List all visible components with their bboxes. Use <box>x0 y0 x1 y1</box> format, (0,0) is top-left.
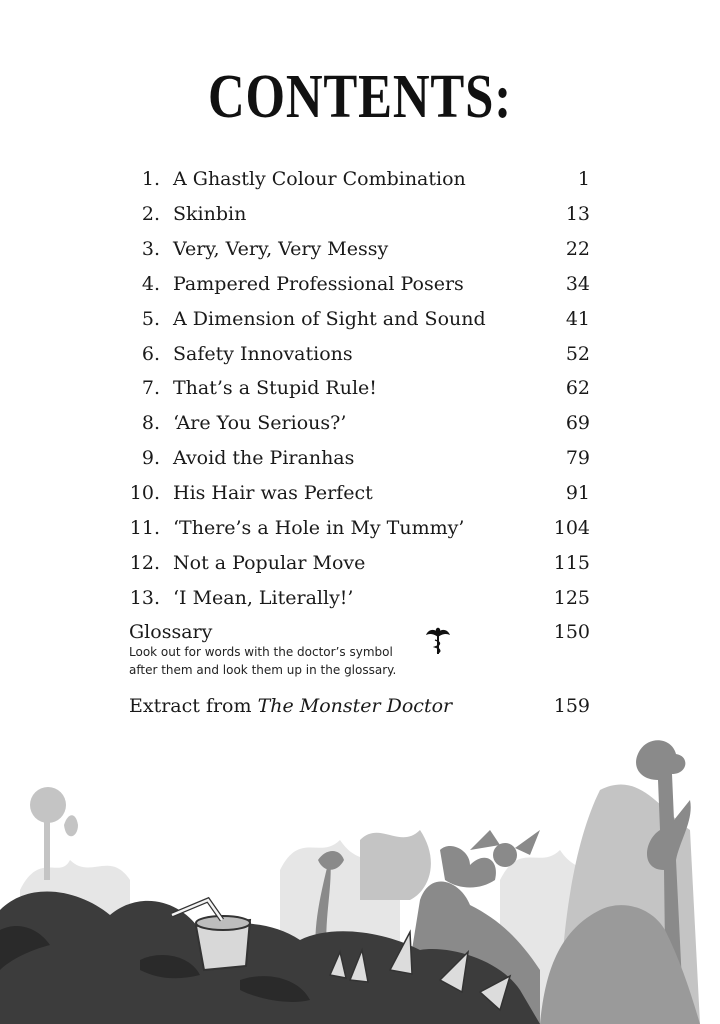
chapter-title: That’s a Stupid Rule! <box>173 377 377 400</box>
extract-page-number: 159 <box>553 695 590 717</box>
chapter-number: 9. <box>141 447 160 470</box>
chapter-title: Very, Very, Very Messy <box>173 237 389 260</box>
chapter-number: 12. <box>129 551 160 574</box>
chapter-number: 7. <box>141 377 160 400</box>
toc-row <box>0 197 720 231</box>
glossary-note-line-2: after them and look them up in the glossary. <box>129 663 397 677</box>
chapter-page-number: 91 <box>565 482 590 505</box>
chapter-title: A Dimension of Sight and Sound <box>173 307 486 330</box>
chapter-page-number: 22 <box>565 237 590 260</box>
toc-row <box>0 441 720 475</box>
toc-row <box>0 267 720 301</box>
toc-row <box>0 476 720 510</box>
glossary-page-number: 150 <box>553 621 590 643</box>
chapter-number: 1. <box>141 168 160 190</box>
toc-row <box>0 371 720 405</box>
chapter-page-number: 41 <box>565 307 590 330</box>
glossary-note <box>129 643 449 679</box>
chapter-title: His Hair was Perfect <box>173 482 373 505</box>
toc-row <box>0 162 720 196</box>
glossary-title: Glossary <box>129 621 213 643</box>
chapter-page-number: 52 <box>565 342 590 365</box>
toc-row <box>0 511 720 545</box>
chapter-title: Safety Innovations <box>173 342 353 365</box>
monster-landscape-illustration <box>0 730 720 1024</box>
extract-entry <box>129 693 452 719</box>
toc-row <box>0 546 720 580</box>
chapter-number: 11. <box>129 517 160 539</box>
toc-row <box>0 581 720 615</box>
chapter-title: ‘Are You Serious?’ <box>173 412 347 435</box>
chapter-page-number: 1 <box>577 168 590 190</box>
chapter-title: Skinbin <box>173 202 247 225</box>
chapter-page-number: 79 <box>565 447 590 470</box>
toc-row <box>0 406 720 440</box>
extract-prefix: Extract from <box>129 695 258 717</box>
chapter-number: 2. <box>141 202 160 225</box>
chapter-page-number: 13 <box>565 202 590 225</box>
chapter-number: 10. <box>129 482 160 505</box>
page-title: CONTENTS: <box>207 63 513 131</box>
chapter-page-number: 69 <box>565 412 590 435</box>
chapter-number: 8. <box>141 412 160 435</box>
chapter-page-number: 62 <box>565 377 590 400</box>
glossary-note-line-1: Look out for words with the doctor’s symbol <box>129 645 393 659</box>
chapter-title: Avoid the Piranhas <box>173 447 355 470</box>
chapter-page-number: 104 <box>553 517 590 539</box>
chapter-number: 3. <box>141 237 160 260</box>
chapter-title: Pampered Professional Posers <box>173 272 464 295</box>
toc-row <box>0 302 720 336</box>
chapter-number: 6. <box>141 342 160 365</box>
chapter-number: 5. <box>141 307 160 330</box>
chapter-title: A Ghastly Colour Combination <box>173 168 466 190</box>
chapter-page-number: 115 <box>553 551 590 574</box>
chapter-page-number: 34 <box>565 272 590 295</box>
toc-row <box>0 232 720 266</box>
toc-row <box>0 337 720 371</box>
chapter-page-number: 125 <box>553 586 590 609</box>
chapter-title: ‘There’s a Hole in My Tummy’ <box>173 517 465 539</box>
chapter-number: 4. <box>141 272 160 295</box>
chapter-title: ‘I Mean, Literally!’ <box>173 586 354 609</box>
extract-book-title: The Monster Doctor <box>257 695 453 717</box>
chapter-title: Not a Popular Move <box>173 551 366 574</box>
chapter-number: 13. <box>129 586 160 609</box>
